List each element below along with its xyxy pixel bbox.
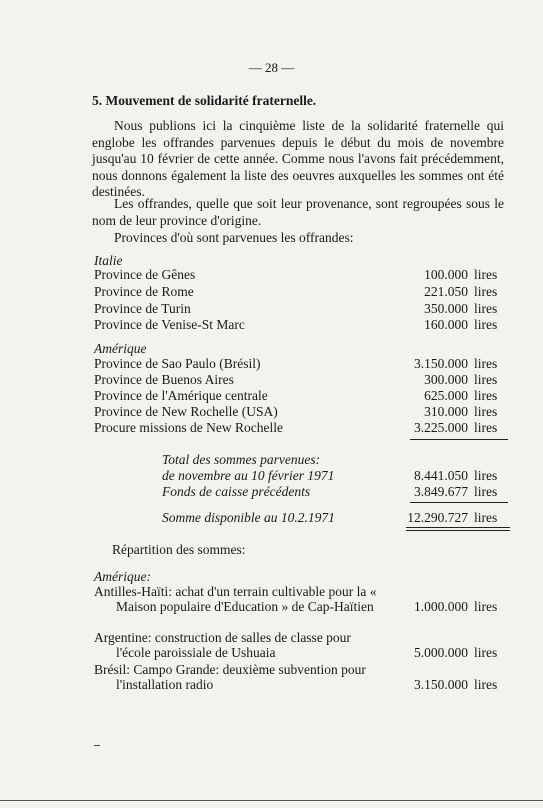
allocation-item xyxy=(94,630,506,660)
previous-funds-row xyxy=(162,484,506,500)
page-edge-line xyxy=(0,800,543,801)
allocations-region: Amérique: xyxy=(94,569,151,584)
unit: lires xyxy=(474,468,498,483)
offering-row xyxy=(94,388,506,404)
sum-rule xyxy=(410,502,508,503)
unit: lires xyxy=(474,484,498,499)
province-label: Province de Venise-St Marc xyxy=(94,317,245,332)
offering-row xyxy=(94,404,506,420)
province-label: Province de Turin xyxy=(94,301,191,316)
province-label: Province de l'Amérique centrale xyxy=(94,388,268,403)
allocation-description: Argentine: construction de salles de classe pour l'école paroissiale de Ushuaia xyxy=(94,630,351,660)
total-received-row xyxy=(162,468,506,484)
allocation-item xyxy=(94,662,506,692)
allocation-amount: 3.150.000 xyxy=(414,677,468,692)
total-received-label: Total des sommes parvenues: xyxy=(162,452,321,467)
unit: lires xyxy=(474,372,498,387)
unit: lires xyxy=(474,267,498,282)
amount: 3.150.000 xyxy=(414,356,468,371)
previous-funds-label: Fonds de caisse précédents xyxy=(162,484,311,499)
unit: lires xyxy=(474,420,498,435)
unit: lires xyxy=(474,404,498,419)
province-label: Province de Rome xyxy=(94,284,194,299)
provinces-intro: Provinces d'où sont parvenues les offrandes: xyxy=(114,230,354,245)
offering-row xyxy=(94,267,506,283)
unit: lires xyxy=(474,677,498,692)
unit: lires xyxy=(474,645,498,660)
amount: 221.050 xyxy=(424,284,468,299)
page-number: — 28 — xyxy=(248,60,295,75)
total-received-line1 xyxy=(162,452,506,468)
unit: lires xyxy=(474,388,498,403)
allocation-description: Brésil: Campo Grande: deuxième subvention pour l'installation radio xyxy=(94,662,366,692)
province-label: Province de New Rochelle (USA) xyxy=(94,404,278,419)
intro-paragraph: Nous publions ici la cinquième liste de la solidarité fraternelle qui englobe les offrandes parvenues depuis le début du mois de novembre jusqu'au 10 février de cette année. Comme nous l'avons fait précédemment, nous donnons également la liste des oeuvres auxquelles les sommes ont été destinées. xyxy=(92,118,504,199)
offering-row xyxy=(94,420,506,436)
unit: lires xyxy=(474,301,498,316)
offering-row xyxy=(94,284,506,300)
region-title-italy: Italie xyxy=(94,253,123,268)
available-amount: 12.290.727 xyxy=(407,510,468,525)
amount: 100.000 xyxy=(424,267,468,282)
unit: lires xyxy=(474,599,498,614)
offering-row xyxy=(94,317,506,333)
double-rule-bottom xyxy=(406,530,510,531)
allocation-amount: 1.000.000 xyxy=(414,599,468,614)
grouping-paragraph: Les offrandes, quelle que soit leur provenance, sont regroupées sous le nom de leur province d'origine. xyxy=(92,196,504,228)
total-received-amount: 8.441.050 xyxy=(414,468,468,483)
offering-row xyxy=(94,356,506,372)
province-label: Province de Buenos Aires xyxy=(94,372,234,387)
offering-row xyxy=(94,301,506,317)
amount: 300.000 xyxy=(424,372,468,387)
amount: 350.000 xyxy=(424,301,468,316)
amount: 160.000 xyxy=(424,317,468,332)
stray-mark xyxy=(94,745,100,746)
province-label: Procure missions de New Rochelle xyxy=(94,420,283,435)
amount: 3.225.000 xyxy=(414,420,468,435)
allocation-item xyxy=(94,584,506,614)
unit: lires xyxy=(474,356,498,371)
available-row xyxy=(162,510,506,526)
amount: 625.000 xyxy=(424,388,468,403)
province-label: Province de Gênes xyxy=(94,267,196,282)
sum-rule xyxy=(410,439,508,440)
double-rule-top xyxy=(406,527,510,528)
offering-row xyxy=(94,372,506,388)
allocation-description: Antilles-Haïti: achat d'un terrain cultivable pour la « Maison populaire d'Education » de Cap-Haïtien xyxy=(94,584,377,614)
repartition-heading: Répartition des sommes: xyxy=(112,542,246,557)
unit: lires xyxy=(474,284,498,299)
region-title-america: Amérique xyxy=(94,341,147,356)
unit: lires xyxy=(474,510,498,525)
previous-funds-amount: 3.849.677 xyxy=(414,484,468,499)
unit: lires xyxy=(474,317,498,332)
available-label: Somme disponible au 10.2.1971 xyxy=(162,510,335,525)
section-heading: 5. Mouvement de solidarité fraternelle. xyxy=(92,93,317,108)
allocation-amount: 5.000.000 xyxy=(414,645,468,660)
amount: 310.000 xyxy=(424,404,468,419)
total-received-period: de novembre au 10 février 1971 xyxy=(162,468,335,483)
province-label: Province de Sao Paulo (Brésil) xyxy=(94,356,261,371)
